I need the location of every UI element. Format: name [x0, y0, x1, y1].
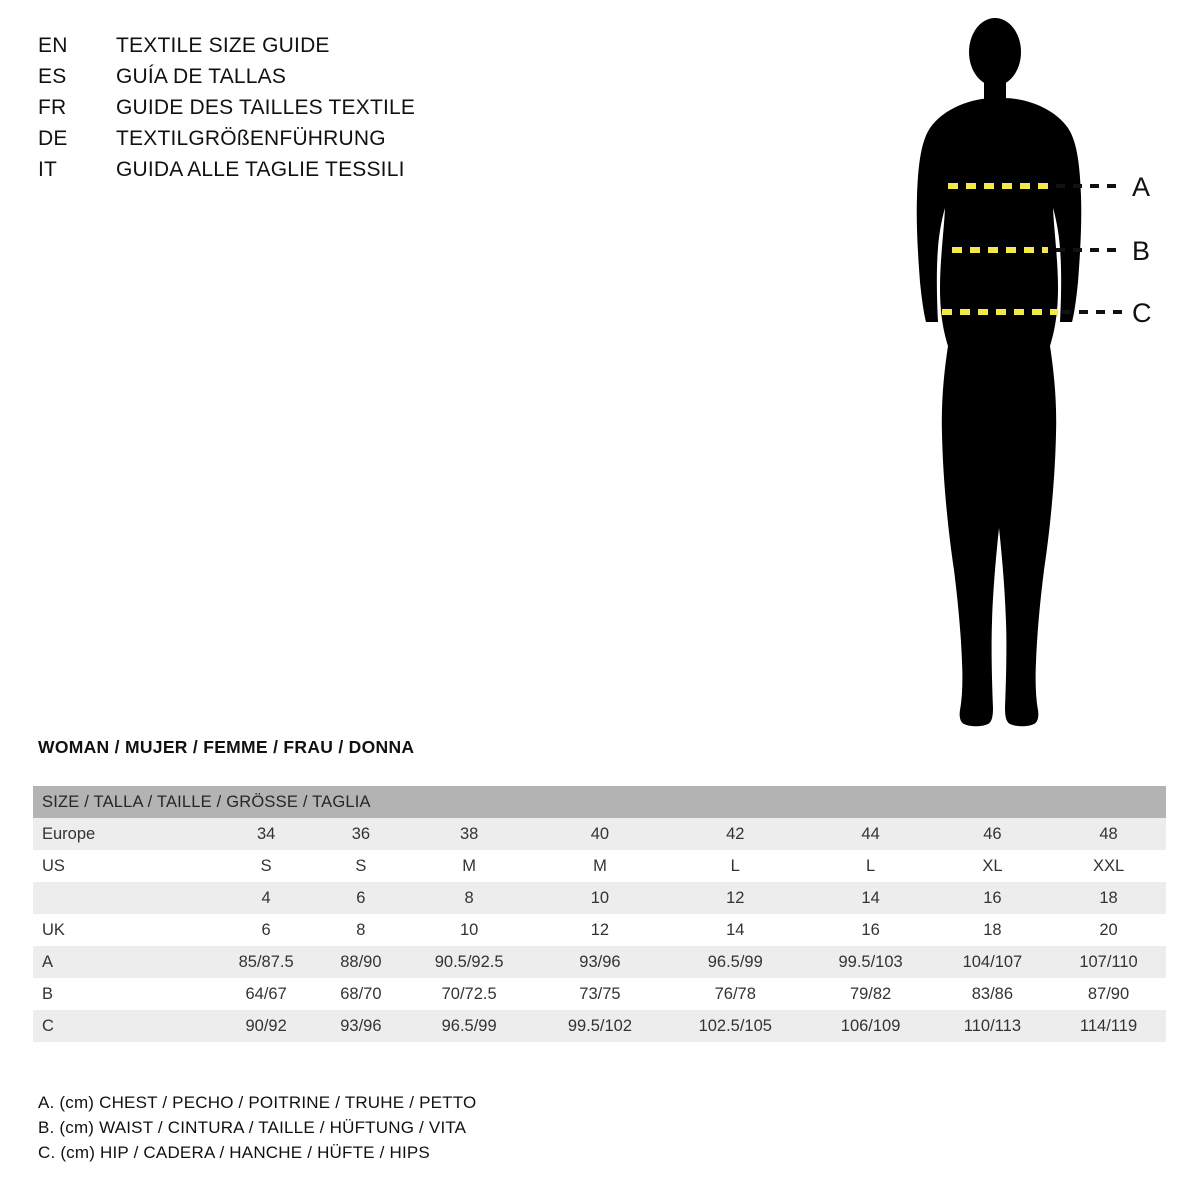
cell: 44: [861, 824, 880, 843]
size-table: [33, 786, 1166, 1042]
cell: 8: [356, 920, 366, 939]
cell: 76/78: [714, 984, 756, 1003]
row-label: US: [42, 856, 65, 875]
cell: 14: [861, 888, 880, 907]
cell: 42: [726, 824, 745, 843]
legend-line-b: B. (cm) WAIST / CINTURA / TAILLE / HÜFTUNG / VITA: [38, 1118, 467, 1137]
title-text-it: GUIDA ALLE TAGLIE TESSILI: [116, 158, 405, 181]
cell: 93/96: [340, 1016, 382, 1035]
cell: 70/72.5: [441, 984, 497, 1003]
title-block: [38, 34, 738, 189]
cell: 110/113: [963, 1016, 1021, 1035]
cell: 99.5/103: [838, 952, 903, 971]
cell: 85/87.5: [238, 952, 294, 971]
cell: 34: [256, 824, 276, 843]
cell: 10: [590, 888, 610, 907]
cell: 14: [726, 920, 745, 939]
cell: L: [866, 856, 876, 875]
silhouette-shape: [917, 18, 1082, 726]
cell: 96.5/99: [441, 1016, 497, 1035]
title-row-en: [38, 34, 738, 65]
cell: 10: [459, 920, 479, 939]
cell: 93/96: [579, 952, 621, 971]
cell: 104/107: [962, 952, 1023, 971]
cell: 79/82: [849, 984, 892, 1003]
row-label: A: [42, 952, 54, 971]
cell: 48: [1099, 824, 1118, 843]
cell: 64/67: [245, 984, 287, 1003]
cell: 46: [983, 824, 1002, 843]
cell: 6: [261, 920, 271, 939]
cell: 99.5/102: [567, 1016, 633, 1035]
cell: 38: [459, 824, 479, 843]
cell: 12: [590, 920, 610, 939]
cell: S: [355, 856, 367, 875]
cell: 106/109: [840, 1016, 901, 1035]
cell: 83/86: [971, 984, 1014, 1003]
cell: M: [462, 856, 476, 875]
table-header-label: SIZE / TALLA / TAILLE / GRÖSSE / TAGLIA: [42, 792, 371, 811]
cell: 88/90: [340, 952, 382, 971]
title-text-en: TEXTILE SIZE GUIDE: [116, 34, 330, 57]
cell: 73/75: [579, 984, 621, 1003]
cell: 102.5/105: [698, 1016, 772, 1035]
cell: 96.5/99: [707, 952, 763, 971]
row-label: C: [42, 1016, 54, 1035]
cell: 87/90: [1087, 984, 1130, 1003]
cell: XL: [982, 856, 1003, 875]
cell: 40: [590, 824, 610, 843]
cell: 90/92: [245, 1016, 287, 1035]
title-lang-es: ES: [38, 65, 67, 88]
marker-label-a: A: [1132, 172, 1151, 202]
cell: 68/70: [340, 984, 382, 1003]
table-row: [33, 946, 1166, 978]
cell: 16: [983, 888, 1002, 907]
row-label: [33, 882, 212, 914]
title-lang-fr: FR: [38, 96, 67, 119]
cell: L: [730, 856, 740, 875]
title-lang-de: DE: [38, 127, 68, 150]
title-row-de: [38, 127, 738, 158]
female-silhouette-icon: [860, 10, 1190, 750]
table-row: [33, 850, 1166, 882]
section-label-woman: WOMAN / MUJER / FEMME / FRAU / DONNA: [38, 737, 415, 757]
table-row: [33, 1010, 1166, 1042]
cell: XXL: [1092, 856, 1125, 875]
cell: S: [260, 856, 272, 875]
row-label: UK: [42, 920, 65, 939]
cell: 8: [464, 888, 474, 907]
cell: 6: [356, 888, 366, 907]
cell: 114/119: [1079, 1016, 1138, 1035]
title-row-it: [38, 158, 738, 189]
title-lang-en: EN: [38, 34, 68, 57]
title-row-fr: [38, 96, 738, 127]
table-row: [33, 882, 1166, 914]
row-label: Europe: [42, 824, 96, 843]
legend-line-a: A. (cm) CHEST / PECHO / POITRINE / TRUHE / PETTO: [38, 1093, 477, 1112]
cell: 18: [1099, 888, 1118, 907]
cell: 20: [1099, 920, 1118, 939]
marker-label-c: C: [1132, 298, 1152, 328]
legend-line-c: C. (cm) HIP / CADERA / HANCHE / HÜFTE / HIPS: [38, 1143, 430, 1162]
title-text-fr: GUIDE DES TAILLES TEXTILE: [116, 96, 416, 119]
table-row: [33, 818, 1166, 850]
cell: 16: [861, 920, 880, 939]
measurement-legend: [38, 1090, 838, 1165]
marker-label-b: B: [1132, 236, 1151, 266]
table-row: [33, 914, 1166, 946]
title-text-de: TEXTILGRÖßENFÜHRUNG: [116, 127, 386, 150]
title-row-es: [38, 65, 738, 96]
cell: 12: [726, 888, 745, 907]
table-row: [33, 978, 1166, 1010]
cell: 36: [351, 824, 371, 843]
cell: 90.5/92.5: [434, 952, 504, 971]
cell: 18: [983, 920, 1002, 939]
cell: 107/110: [1079, 952, 1138, 971]
body-figure: [860, 10, 1190, 750]
title-text-es: GUÍA DE TALLAS: [116, 65, 287, 88]
row-label: B: [42, 984, 54, 1003]
title-lang-it: IT: [38, 158, 58, 181]
cell: 4: [261, 888, 271, 907]
table-header-row: [33, 786, 1166, 818]
cell: M: [593, 856, 607, 875]
